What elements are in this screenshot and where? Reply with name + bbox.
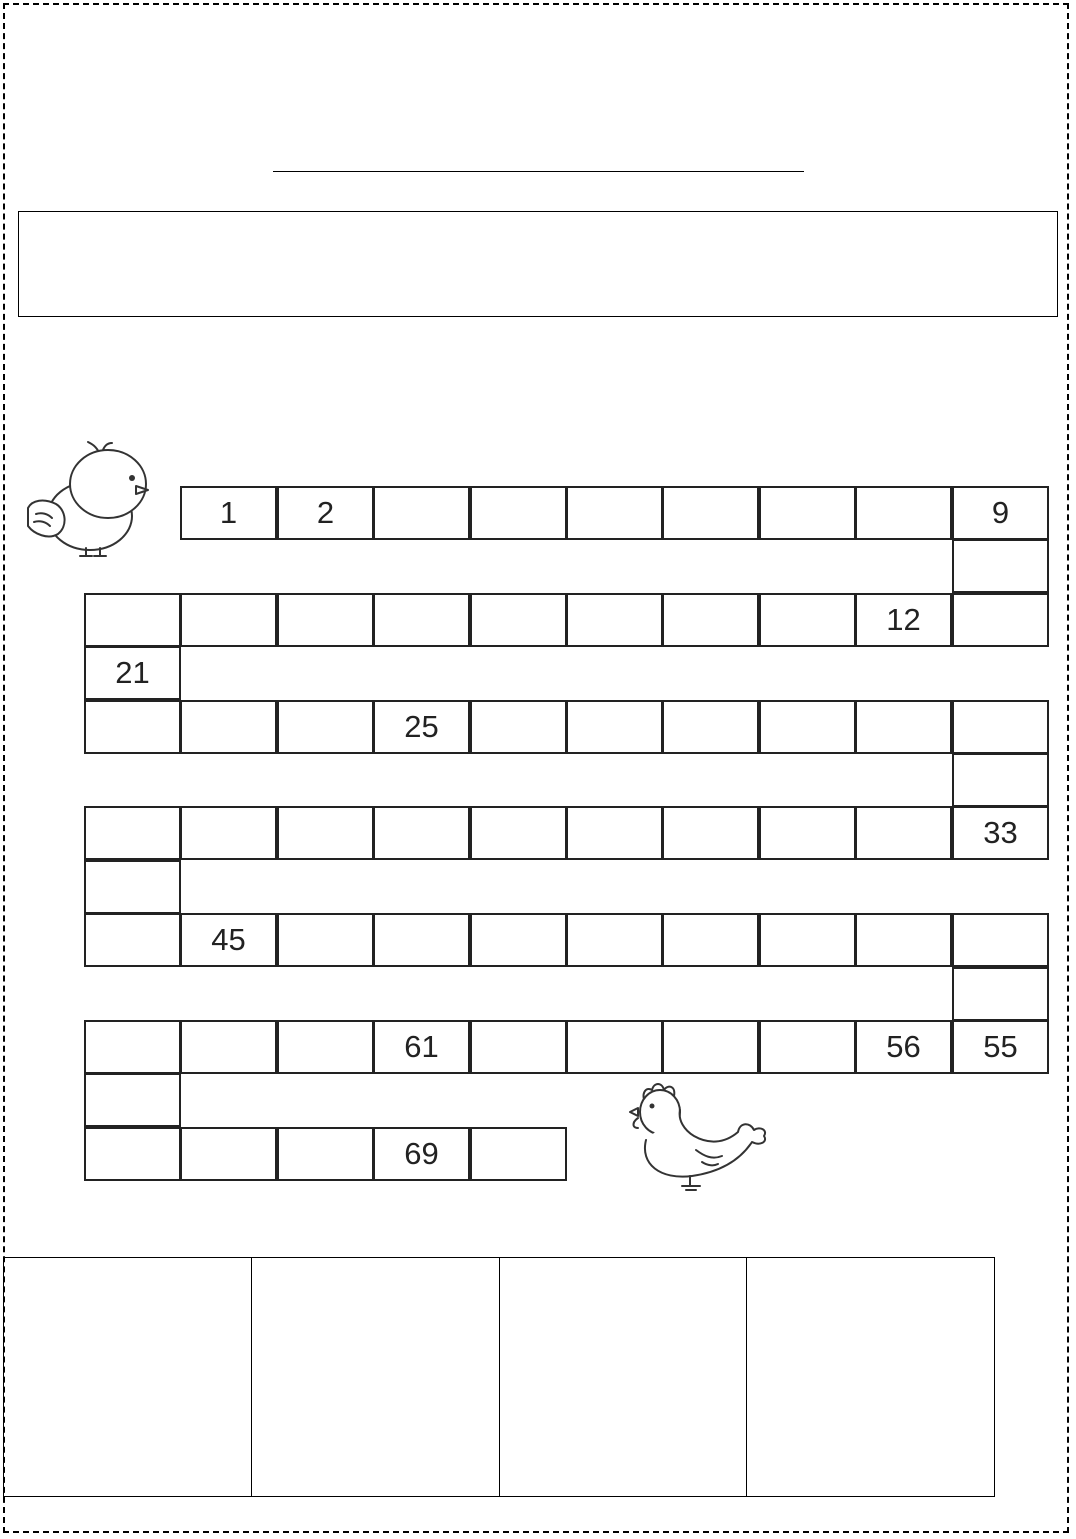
grid-cell[interactable] <box>180 806 277 860</box>
grid-cell[interactable]: 55 <box>952 1020 1049 1074</box>
grid-cell[interactable] <box>566 1020 663 1074</box>
grid-cell[interactable] <box>277 1127 374 1181</box>
grid-cell[interactable] <box>180 700 277 754</box>
grid-cell[interactable] <box>84 700 181 754</box>
grid-cell[interactable] <box>759 1020 856 1074</box>
grid-cell[interactable] <box>470 700 567 754</box>
grid-cell[interactable]: 56 <box>855 1020 952 1074</box>
grid-cell[interactable] <box>662 806 759 860</box>
grid-cell[interactable] <box>84 593 181 647</box>
grid-cell[interactable] <box>662 700 759 754</box>
grid-cell[interactable] <box>470 593 567 647</box>
title-blank-line <box>273 171 804 172</box>
grid-cell[interactable] <box>84 1020 181 1074</box>
grid-cell[interactable] <box>855 806 952 860</box>
grid-cell[interactable] <box>277 700 374 754</box>
grid-cell[interactable] <box>952 539 1049 593</box>
grid-cell[interactable] <box>759 806 856 860</box>
answer-box-4[interactable] <box>747 1258 995 1497</box>
grid-cell[interactable] <box>84 913 181 967</box>
answer-box-2[interactable] <box>251 1258 499 1497</box>
grid-cell[interactable] <box>855 913 952 967</box>
grid-cell[interactable]: 2 <box>277 486 374 540</box>
grid-cell[interactable] <box>373 806 470 860</box>
answer-boxes <box>3 1257 995 1497</box>
grid-cell[interactable] <box>952 913 1049 967</box>
grid-cell[interactable] <box>759 913 856 967</box>
grid-cell[interactable]: 25 <box>373 700 470 754</box>
grid-cell[interactable] <box>566 700 663 754</box>
grid-cell[interactable]: 33 <box>952 806 1049 860</box>
grid-cell[interactable] <box>470 913 567 967</box>
grid-cell[interactable]: 21 <box>84 646 181 700</box>
grid-cell[interactable] <box>277 806 374 860</box>
grid-cell[interactable] <box>373 486 470 540</box>
grid-cell[interactable] <box>180 1020 277 1074</box>
grid-cell[interactable] <box>470 1020 567 1074</box>
grid-cell[interactable] <box>662 486 759 540</box>
grid-cell[interactable]: 12 <box>855 593 952 647</box>
grid-cell[interactable]: 45 <box>180 913 277 967</box>
grid-cell[interactable] <box>277 913 374 967</box>
grid-cell[interactable] <box>84 860 181 914</box>
grid-cell[interactable] <box>277 1020 374 1074</box>
grid-cell[interactable] <box>662 1020 759 1074</box>
grid-cell[interactable] <box>84 806 181 860</box>
grid-cell[interactable] <box>470 806 567 860</box>
answer-box-1[interactable] <box>4 1258 252 1497</box>
grid-cell[interactable] <box>566 806 663 860</box>
grid-cell[interactable] <box>470 486 567 540</box>
grid-cell[interactable] <box>84 1073 181 1127</box>
grid-cell[interactable] <box>180 593 277 647</box>
grid-cell[interactable] <box>952 593 1049 647</box>
grid-cell[interactable]: 69 <box>373 1127 470 1181</box>
grid-cell[interactable]: 61 <box>373 1020 470 1074</box>
grid-cell[interactable] <box>759 593 856 647</box>
grid-cell[interactable] <box>855 700 952 754</box>
grid-cell[interactable] <box>277 593 374 647</box>
grid-cell[interactable] <box>470 1127 567 1181</box>
grid-cell[interactable] <box>566 593 663 647</box>
grid-cell[interactable]: 1 <box>180 486 277 540</box>
grid-cell[interactable] <box>566 913 663 967</box>
grid-cell[interactable] <box>180 1127 277 1181</box>
hen-icon <box>620 1080 770 1194</box>
grid-cell[interactable] <box>373 913 470 967</box>
instruction-box <box>18 211 1058 317</box>
grid-cell[interactable] <box>566 486 663 540</box>
chick-icon <box>22 440 154 560</box>
grid-cell[interactable] <box>855 486 952 540</box>
grid-cell[interactable] <box>759 486 856 540</box>
grid-cell[interactable] <box>759 700 856 754</box>
answer-box-3[interactable] <box>499 1258 747 1497</box>
grid-cell[interactable] <box>952 967 1049 1021</box>
grid-cell[interactable] <box>373 593 470 647</box>
grid-cell[interactable] <box>84 1127 181 1181</box>
grid-cell[interactable]: 9 <box>952 486 1049 540</box>
grid-cell[interactable] <box>952 753 1049 807</box>
grid-cell[interactable] <box>952 700 1049 754</box>
grid-cell[interactable] <box>662 913 759 967</box>
grid-cell[interactable] <box>662 593 759 647</box>
